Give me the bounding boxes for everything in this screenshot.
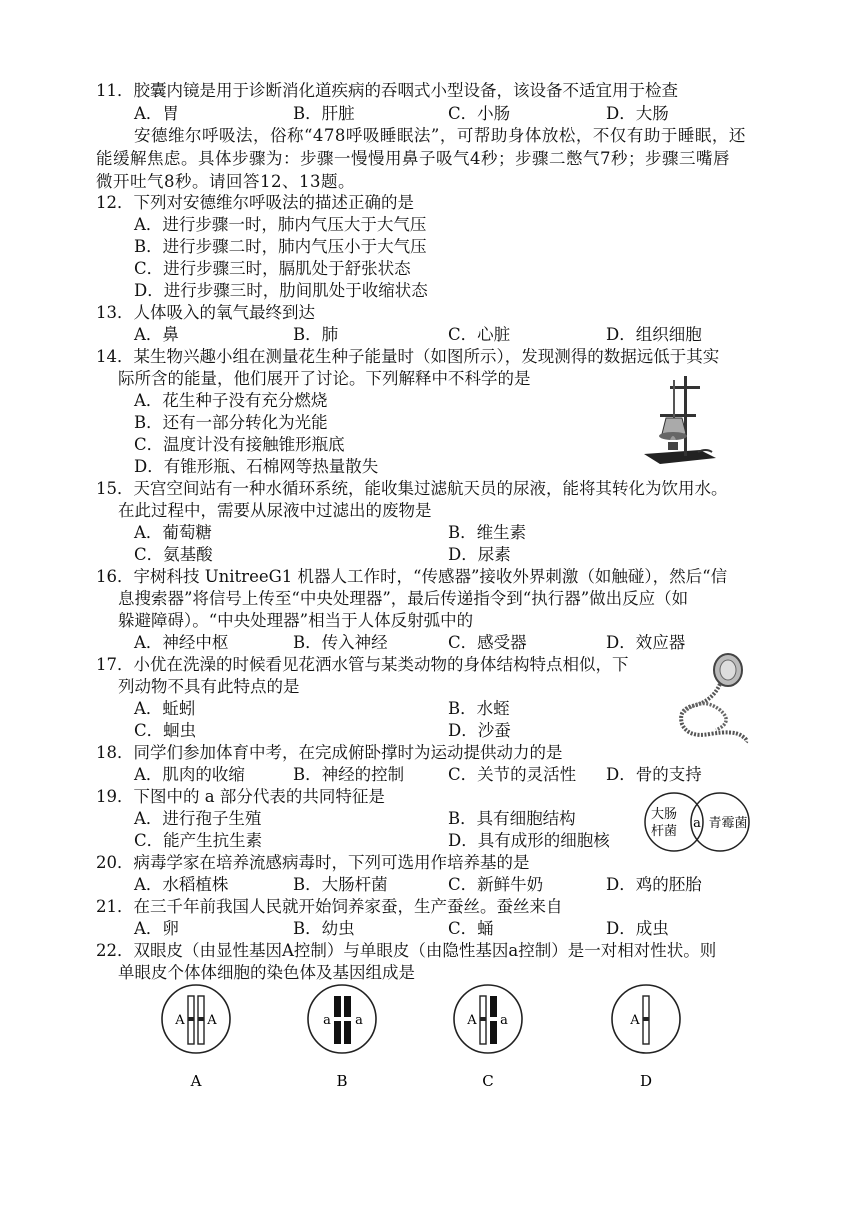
q19-option-c: C．能产生抗生素 <box>134 831 263 850</box>
q15-option-d: D．尿素 <box>448 545 511 564</box>
q15-option-c: C．氨基酸 <box>134 545 213 564</box>
q16-option-a: A．神经中枢 <box>134 633 229 652</box>
q17-option-b: B．水蛭 <box>448 699 510 718</box>
q12-option-b: B．进行步骤二时，肺内气压小于大气压 <box>134 237 427 256</box>
q21-option-c: C．蛹 <box>448 919 494 938</box>
q12-option-d: D．进行步骤三时，肋间肌处于收缩状态 <box>134 281 428 300</box>
figure-label-c: C <box>482 1072 494 1090</box>
q13-option-d: D．组织细胞 <box>606 325 702 344</box>
gene-label-left: A <box>630 1013 640 1028</box>
chromosome-figure-d <box>606 984 686 1094</box>
q17-option-c: C．蛔虫 <box>134 721 197 740</box>
q17-option-a: A．蚯蚓 <box>134 699 196 718</box>
q19-option-b: B．具有细胞结构 <box>448 809 576 828</box>
q21-option-d: D．成虫 <box>606 919 669 938</box>
shower-hose-figure <box>672 652 752 744</box>
q12-option-c: C．进行步骤三时，膈肌处于舒张状态 <box>134 259 411 278</box>
figure-label-a: A <box>190 1072 202 1090</box>
q19-option-a: A．进行孢子生殖 <box>134 809 262 828</box>
question-17-stem-2: 列动物不具有此特点的是 <box>118 677 300 696</box>
chromosome-figure-c <box>448 984 528 1094</box>
q15-option-b: B．维生素 <box>448 523 527 542</box>
passage-line-3: 微开吐气8秒。请回答12、13题。 <box>96 172 355 191</box>
question-15-stem-1: 15．天宫空间站有一种水循环系统，能收集过滤航天员的尿液，能将其转化为饮用水。 <box>96 479 728 498</box>
venn-right-label: 青霉菌 <box>708 816 748 831</box>
venn-left-label-2: 杆菌 <box>650 824 678 839</box>
q14-option-d: D．有锥形瓶、石棉网等热量散失 <box>134 457 379 476</box>
question-17-stem-1: 17．小优在洗澡的时候看见花洒水管与某类动物的身体结构特点相似，下 <box>96 655 629 674</box>
gene-label-right: A <box>207 1013 217 1028</box>
q21-option-a: A．卵 <box>134 919 179 938</box>
question-22-stem-1: 22．双眼皮（由显性基因A控制）与单眼皮（由隐性基因a控制）是一对相对性状。则 <box>96 941 717 960</box>
question-14-stem-2: 际所含的能量，他们展开了讨论。下列解释中不科学的是 <box>118 369 531 388</box>
q16-option-d: D．效应器 <box>606 633 686 652</box>
q16-option-c: C．感受器 <box>448 633 527 652</box>
chromosome-figure-a <box>156 984 236 1094</box>
q16-option-b: B．传入神经 <box>293 633 388 652</box>
passage-line-1: 安德维尔呼吸法，俗称“478呼吸睡眠法”，可帮助身体放松，不仅有助于睡眠，还 <box>134 126 746 145</box>
q18-option-d: D．骨的支持 <box>606 765 702 784</box>
gene-label-left: A <box>467 1013 477 1028</box>
q18-option-b: B．神经的控制 <box>293 765 405 784</box>
gene-label-right: a <box>500 1013 508 1028</box>
gene-label-left: a <box>323 1013 331 1028</box>
q20-option-d: D．鸡的胚胎 <box>606 875 702 894</box>
question-18-stem: 18．同学们参加体育中考，在完成俯卧撑时为运动提供动力的是 <box>96 743 563 762</box>
q11-option-a: A．胃 <box>134 104 179 123</box>
gene-label-right: a <box>355 1013 363 1028</box>
question-19-stem: 19．下图中的 a 部分代表的共同特征是 <box>96 787 385 806</box>
q13-option-c: C．心脏 <box>448 325 511 344</box>
q20-option-c: C．新鲜牛奶 <box>448 875 544 894</box>
q21-option-b: B．幼虫 <box>293 919 355 938</box>
question-15-stem-2: 在此过程中，需要从尿液中过滤出的废物是 <box>118 501 432 520</box>
question-13-stem: 13．人体吸入的氧气最终到达 <box>96 303 315 322</box>
question-16-stem-2: 息搜索器”将信号上传至“中央处理器”，最后传递指令到“执行器”做出反应（如 <box>118 589 689 608</box>
q11-option-b: B．肝脏 <box>293 104 355 123</box>
question-11-stem: 11．胶囊内镜是用于诊断消化道疾病的吞咽式小型设备，该设备不适宜用于检查 <box>96 81 678 100</box>
q15-option-a: A．葡萄糖 <box>134 523 212 542</box>
venn-diagram <box>632 790 782 854</box>
passage-line-2: 能缓解焦虑。具体步骤为：步骤一慢慢用鼻子吸气4秒；步骤二憋气7秒；步骤三嘴唇 <box>96 149 730 168</box>
peanut-burning-apparatus-figure <box>640 368 720 468</box>
venn-overlap-label: a <box>693 816 701 831</box>
chromosome-figure-b <box>302 984 382 1094</box>
q19-option-d: D．具有成形的细胞核 <box>448 831 610 850</box>
q18-option-a: A．肌肉的收缩 <box>134 765 245 784</box>
question-16-stem-1: 16．宇树科技 UnitreeG1 机器人工作时，“传感器”接收外界刺激（如触碰），然后“信 <box>96 567 728 586</box>
q11-option-c: C．小肠 <box>448 104 511 123</box>
venn-left-label-1: 大肠 <box>650 807 678 822</box>
question-21-stem: 21．在三千年前我国人民就开始饲养家蚕，生产蚕丝。蚕丝来自 <box>96 897 563 916</box>
q14-option-b: B．还有一部分转化为光能 <box>134 413 328 432</box>
q12-option-a: A．进行步骤一时，肺内气压大于大气压 <box>134 215 427 234</box>
question-12-stem: 12．下列对安德维尔呼吸法的描述正确的是 <box>96 193 414 212</box>
question-14-stem-1: 14．某生物兴趣小组在测量花生种子能量时（如图所示），发现测得的数据远低于其实 <box>96 347 720 366</box>
question-20-stem: 20．病毒学家在培养流感病毒时，下列可选用作培养基的是 <box>96 853 530 872</box>
question-16-stem-3: 躲避障碍）。“中央处理器”相当于人体反射弧中的 <box>118 611 474 630</box>
figure-label-b: B <box>336 1072 348 1090</box>
gene-label-left: A <box>175 1013 185 1028</box>
q20-option-b: B．大肠杆菌 <box>293 875 388 894</box>
q18-option-c: C．关节的灵活性 <box>448 765 577 784</box>
question-22-stem-2: 单眼皮个体体细胞的染色体及基因组成是 <box>118 963 415 982</box>
q11-option-d: D．大肠 <box>606 104 669 123</box>
figure-label-d: D <box>639 1072 653 1090</box>
q14-option-a: A．花生种子没有充分燃烧 <box>134 391 328 410</box>
q13-option-a: A．鼻 <box>134 325 179 344</box>
q17-option-d: D．沙蚕 <box>448 721 511 740</box>
q20-option-a: A．水稻植株 <box>134 875 229 894</box>
q13-option-b: B．肺 <box>293 325 339 344</box>
q14-option-c: C．温度计没有接触锥形瓶底 <box>134 435 345 454</box>
